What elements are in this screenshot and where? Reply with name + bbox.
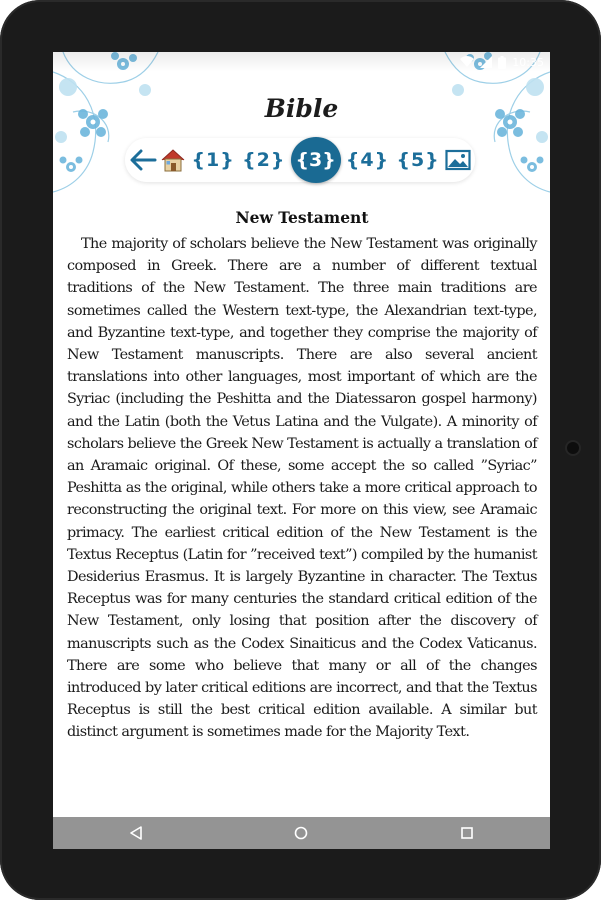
status-bar bbox=[53, 52, 550, 72]
wifi-icon bbox=[460, 56, 474, 68]
app-title: Bible bbox=[264, 94, 339, 123]
system-back-button[interactable] bbox=[121, 818, 151, 848]
chapter-button-1[interactable]: {1} bbox=[191, 149, 235, 171]
system-home-button[interactable] bbox=[286, 818, 316, 848]
back-triangle-icon bbox=[129, 826, 143, 840]
reading-content bbox=[67, 208, 537, 744]
camera-icon bbox=[567, 442, 579, 454]
system-recents-button[interactable] bbox=[452, 818, 482, 848]
chapter-button-2[interactable]: {2} bbox=[242, 149, 286, 171]
home-button[interactable] bbox=[160, 142, 186, 178]
home-circle-icon bbox=[294, 826, 308, 840]
back-button[interactable] bbox=[129, 142, 157, 178]
signal-icon bbox=[480, 56, 492, 68]
system-navigation-bar bbox=[53, 817, 550, 849]
chapter-button-5[interactable]: {5} bbox=[396, 149, 440, 171]
arrow-left-icon bbox=[129, 149, 157, 171]
status-time: 10:35 bbox=[512, 55, 544, 69]
screen bbox=[53, 52, 550, 849]
section-title: New Testament bbox=[235, 208, 369, 227]
chapter-button-3-active[interactable]: {3} bbox=[291, 137, 341, 183]
chapter-nav-bar bbox=[125, 138, 475, 182]
chapter-button-4[interactable]: {4} bbox=[345, 149, 390, 171]
battery-icon bbox=[498, 56, 506, 69]
picture-icon bbox=[445, 149, 471, 171]
body-text: The majority of scholars believe the New Testament was originally composed in Greek. There are a number of different textual traditions of the New Testament. The three main traditions are sometimes called the Western text-type, the Alexandrian text-type, and Byzantine text-type, and together they comprise the majority of New Testament manuscripts. There are also several ancient translations into other languages, most important of which are the Syriac (including the Peshitta and the Diatessaron gospel harmony) and the Latin (both the Vetus Latina and the Vulgate). A minority of scholars believe the Greek New Testament is actually a translation of an Aramaic original. Of these, some accept the so called ”Syriac” Peshitta as the original, while others take a more critical approach to reconstructing the original text. For more on this view, see Aramaic primacy. The earliest critical edition of the New Testament is the Textus Receptus (Latin for ”received text”) compiled by the humanist Desiderius Erasmus. It is largely Byzantine in character. The Textus Receptus was for many centuries the standard critical edition of the New Testament, only losing that position after the discovery of manuscripts such as the Codex Sinaiticus and the Codex Vaticanus. There are some who believe that many or all of the changes introduced by later critical editions are incorrect, and that the Textus Receptus is still the best critical edition available. A similar but distinct argument is sometimes made for the Majority Text. bbox=[67, 236, 537, 741]
house-icon bbox=[160, 148, 186, 172]
image-button[interactable] bbox=[445, 142, 471, 178]
recents-square-icon bbox=[460, 826, 474, 840]
